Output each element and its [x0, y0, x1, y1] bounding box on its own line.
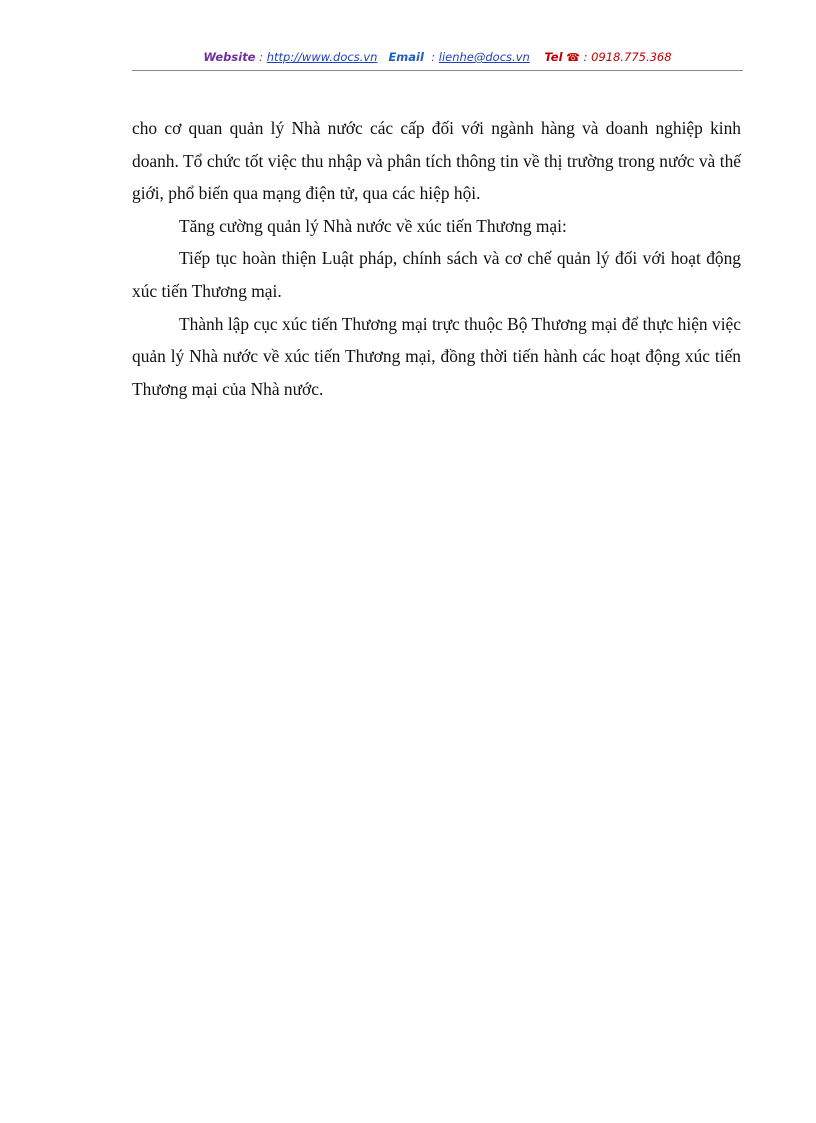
paragraph: Tăng cường quản lý Nhà nước về xúc tiến Thương mại:	[179, 215, 567, 236]
website-separator: :	[255, 50, 267, 64]
page-header	[132, 50, 743, 64]
paragraph: Tiếp tục hoàn thiện Luật pháp, chính sách và cơ chế quản lý đối với hoạt động xúc tiến Thương mại.	[132, 248, 741, 301]
tel-label: Tel	[544, 50, 563, 64]
website-label: Website	[203, 50, 256, 64]
paragraph: cho cơ quan quản lý Nhà nước các cấp đối với ngành hàng và doanh nghiệp kinh doanh. Tổ chức tốt việc thu nhập và phân tích thông tin về thị trường trong nước và thế giới, phổ biến qua mạng điện tử, qua các hiệp hội.	[132, 118, 741, 204]
tel-value: 0918.775.368	[591, 50, 672, 64]
email-label: Email	[388, 50, 424, 64]
email-separator: :	[427, 50, 439, 64]
phone-icon: ☎	[566, 51, 580, 64]
paragraph: Thành lập cục xúc tiến Thương mại trực thuộc Bộ Thương mại để thực hiện việc quản lý Nhà nước về xúc tiến Thương mại, đồng thời tiến hành các hoạt động xúc tiến Thương mại của Nhà nước.	[132, 313, 741, 399]
tel-separator: :	[579, 50, 592, 64]
email-link[interactable]: lienhe@docs.vn	[438, 50, 530, 64]
document-body	[132, 112, 741, 405]
website-link[interactable]: http://www.docs.vn	[266, 50, 378, 64]
header-divider	[132, 70, 743, 71]
